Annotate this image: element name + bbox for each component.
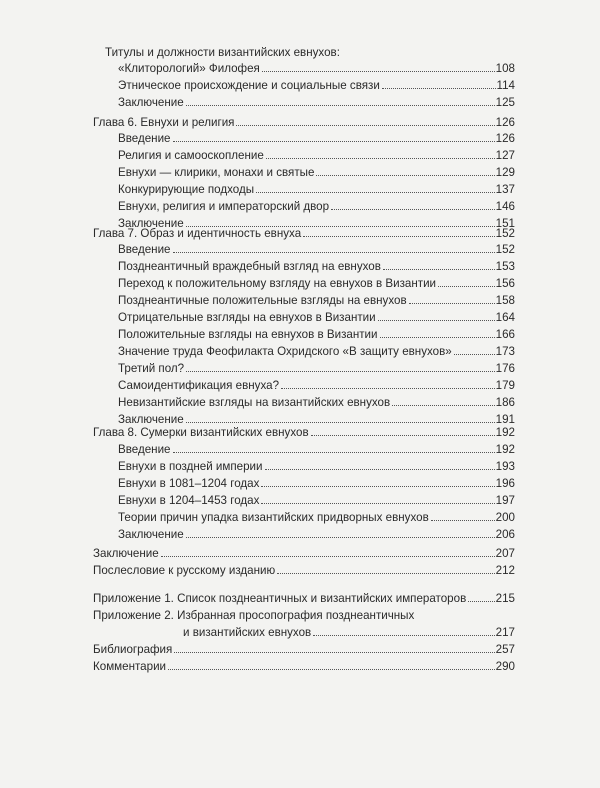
toc-page-number: 126 (495, 116, 515, 129)
toc-page-number: 108 (495, 62, 515, 75)
toc-leader-dots (438, 285, 495, 287)
toc-entry-title: Переход к положительному взгляду на евнухов в Византии (118, 277, 437, 290)
toc-row[interactable] (118, 360, 515, 377)
toc-page-number: 146 (495, 200, 515, 213)
toc-entry-title: Введение (118, 443, 171, 456)
toc-page-number: 207 (495, 547, 515, 560)
toc-page-number: 217 (495, 626, 515, 639)
toc-chapter-title: Комментарии (93, 660, 167, 673)
toc-chapter-title: Послесловие к русскому изданию (93, 564, 276, 577)
toc-page-number: 290 (495, 660, 515, 673)
toc-chapter-title: Библиография (93, 643, 173, 656)
toc-page-number: 257 (495, 643, 515, 656)
toc-page-number: 164 (495, 311, 515, 324)
toc-afterword[interactable] (93, 562, 515, 579)
toc-row[interactable] (118, 198, 515, 215)
toc-appendix-2[interactable] (93, 607, 515, 624)
toc-leader-dots (161, 555, 495, 557)
toc-entry-title: Третий пол? (118, 362, 185, 375)
toc-page-number: 127 (495, 149, 515, 162)
toc-entry-title: Невизантийские взгляды на византийских евнухов (118, 396, 391, 409)
toc-entry-title: Заключение (118, 528, 184, 541)
toc-entry-title: Евнухи в 1204–1453 годах (118, 494, 260, 507)
toc-leader-dots (378, 319, 495, 321)
toc-entry-title: Отрицательные взгляды на евнухов в Византии (118, 311, 376, 324)
toc-row[interactable] (118, 258, 515, 275)
toc-page-number: 200 (495, 511, 515, 524)
toc-appendix-2-continuation[interactable] (183, 624, 515, 641)
toc-entry-title: Этническое происхождение и социальные связи (118, 79, 380, 92)
toc-entry-title: Позднеантичные положительные взгляды на евнухов (118, 294, 407, 307)
toc-leader-dots (265, 468, 495, 470)
toc-row[interactable] (118, 275, 515, 292)
toc-row-section-titles-header[interactable] (105, 44, 515, 61)
toc-page-number: 166 (495, 328, 515, 341)
toc-entry-title: Заключение (118, 217, 184, 230)
toc-leader-dots (262, 70, 495, 72)
toc-entry-title: Конкурирующие подходы (118, 183, 255, 196)
toc-page-number: 192 (495, 443, 515, 456)
toc-leader-dots (261, 502, 494, 504)
toc-page-number: 193 (495, 460, 515, 473)
toc-entry-title: и византийских евнухов (183, 626, 312, 639)
toc-page-number: 152 (495, 243, 515, 256)
toc-leader-dots (331, 208, 495, 210)
toc-page-number: 192 (495, 426, 515, 439)
toc-leader-dots (186, 370, 495, 372)
toc-leader-dots (313, 634, 494, 636)
toc-row[interactable] (118, 394, 515, 411)
toc-entry-title: «Клиторологий» Филофея (118, 62, 260, 75)
toc-leader-dots (468, 600, 494, 602)
toc-page-number: 126 (495, 132, 515, 145)
toc-leader-dots (316, 174, 494, 176)
toc-entry-title: Евнухи в поздней империи (118, 460, 263, 473)
toc-leader-dots (236, 124, 494, 126)
toc-entry-title: Положительные взгляды на евнухов в Византии (118, 328, 378, 341)
toc-leader-dots (173, 140, 495, 142)
toc-appendix-1[interactable] (93, 590, 515, 607)
toc-chapter-title: Заключение (93, 547, 159, 560)
toc-row[interactable] (118, 130, 515, 147)
toc-row[interactable] (118, 309, 515, 326)
toc-page-number: 186 (495, 396, 515, 409)
toc-leader-dots (380, 336, 495, 338)
toc-row[interactable] (118, 509, 515, 526)
toc-row[interactable] (118, 492, 515, 509)
toc-row[interactable] (118, 77, 515, 94)
toc-leader-dots (277, 572, 494, 574)
toc-page-number: 179 (495, 379, 515, 392)
toc-leader-dots (281, 387, 495, 389)
toc-leader-dots (173, 251, 495, 253)
toc-page-number: 129 (495, 166, 515, 179)
toc-page-number: 197 (495, 494, 515, 507)
toc-leader-dots (382, 87, 496, 89)
toc-leader-dots (261, 485, 494, 487)
toc-chapter-7[interactable] (93, 225, 515, 242)
toc-conclusion[interactable] (93, 545, 515, 562)
toc-entry-title: Позднеантичный враждебный взгляд на евнухов (118, 260, 381, 273)
toc-entry-title: Заключение (118, 96, 184, 109)
toc-row[interactable] (118, 475, 515, 492)
toc-chapter-title: Приложение 2. Избранная просопография позднеантичных (93, 609, 415, 622)
toc-leader-dots (454, 353, 495, 355)
toc-chapter-title: Приложение 1. Список позднеантичных и византийских императоров (93, 592, 467, 605)
toc-entry-title: Религия и самооскопление (118, 149, 264, 162)
toc-page-number: 156 (495, 277, 515, 290)
toc-page-number: 173 (495, 345, 515, 358)
toc-page-number: 137 (495, 183, 515, 196)
toc-row[interactable] (118, 441, 515, 458)
toc-leader-dots (173, 451, 495, 453)
toc-leader-dots (392, 404, 494, 406)
toc-page-number: 158 (495, 294, 515, 307)
toc-entry-title: Введение (118, 132, 171, 145)
toc-row[interactable] (118, 164, 515, 181)
toc-entry-title: Евнухи, религия и императорский двор (118, 200, 330, 213)
toc-row[interactable] (118, 292, 515, 309)
toc-chapter-title: Глава 7. Образ и идентичность евнуха (93, 227, 302, 240)
toc-row[interactable] (118, 241, 515, 258)
toc-leader-dots (303, 235, 495, 237)
toc-leader-dots (409, 302, 495, 304)
toc-row[interactable] (118, 181, 515, 198)
toc-page-number: 114 (496, 79, 515, 92)
toc-page-number: 152 (495, 227, 515, 240)
toc-leader-dots (266, 157, 495, 159)
toc-entry-title: Евнухи — клирики, монахи и святые (118, 166, 315, 179)
toc-leader-dots (256, 191, 495, 193)
toc-page-number: 215 (495, 592, 515, 605)
toc-row[interactable] (118, 60, 515, 77)
toc-row[interactable] (118, 326, 515, 343)
toc-comments[interactable] (93, 658, 515, 675)
toc-page-number: 176 (495, 362, 515, 375)
toc-leader-dots (431, 519, 495, 521)
toc-entry-title: Теории причин упадка византийских придворных евнухов (118, 511, 429, 524)
toc-row[interactable] (118, 147, 515, 164)
toc-row[interactable] (118, 343, 515, 360)
toc-row[interactable] (118, 458, 515, 475)
toc-chapter-title: Глава 6. Евнухи и религия (93, 116, 235, 129)
toc-row[interactable] (118, 94, 515, 111)
toc-leader-dots (311, 434, 495, 436)
toc-page-number: 212 (495, 564, 515, 577)
toc-chapter-8[interactable] (93, 424, 515, 441)
toc-page-number: 153 (495, 260, 515, 273)
toc-leader-dots (174, 651, 494, 653)
toc-page-number: 206 (495, 528, 515, 541)
toc-page-number: 125 (495, 96, 515, 109)
toc-chapter-title: Глава 8. Сумерки византийских евнухов (93, 426, 309, 439)
toc-entry-title: Введение (118, 243, 171, 256)
toc-row[interactable] (118, 526, 515, 543)
toc-entry-title: Самоидентификация евнуха? (118, 379, 280, 392)
toc-leader-dots (186, 536, 495, 538)
toc-entry-title: Титулы и должности византийских евнухов: (105, 46, 340, 59)
toc-row[interactable] (118, 377, 515, 394)
toc-chapter-6[interactable] (93, 114, 515, 131)
toc-page-number: 191 (495, 413, 515, 426)
toc-leader-dots (186, 421, 495, 423)
toc-leader-dots (186, 104, 495, 106)
toc-entry-title: Значение труда Феофилакта Охридского «В защиту евнухов» (118, 345, 452, 358)
toc-page-number: 196 (495, 477, 515, 490)
toc-entry-title: Евнухи в 1081–1204 годах (118, 477, 260, 490)
toc-leader-dots (168, 668, 495, 670)
toc-bibliography[interactable] (93, 641, 515, 658)
toc-page-number: 151 (495, 217, 515, 230)
toc-leader-dots (383, 268, 495, 270)
toc-entry-title: Заключение (118, 413, 184, 426)
